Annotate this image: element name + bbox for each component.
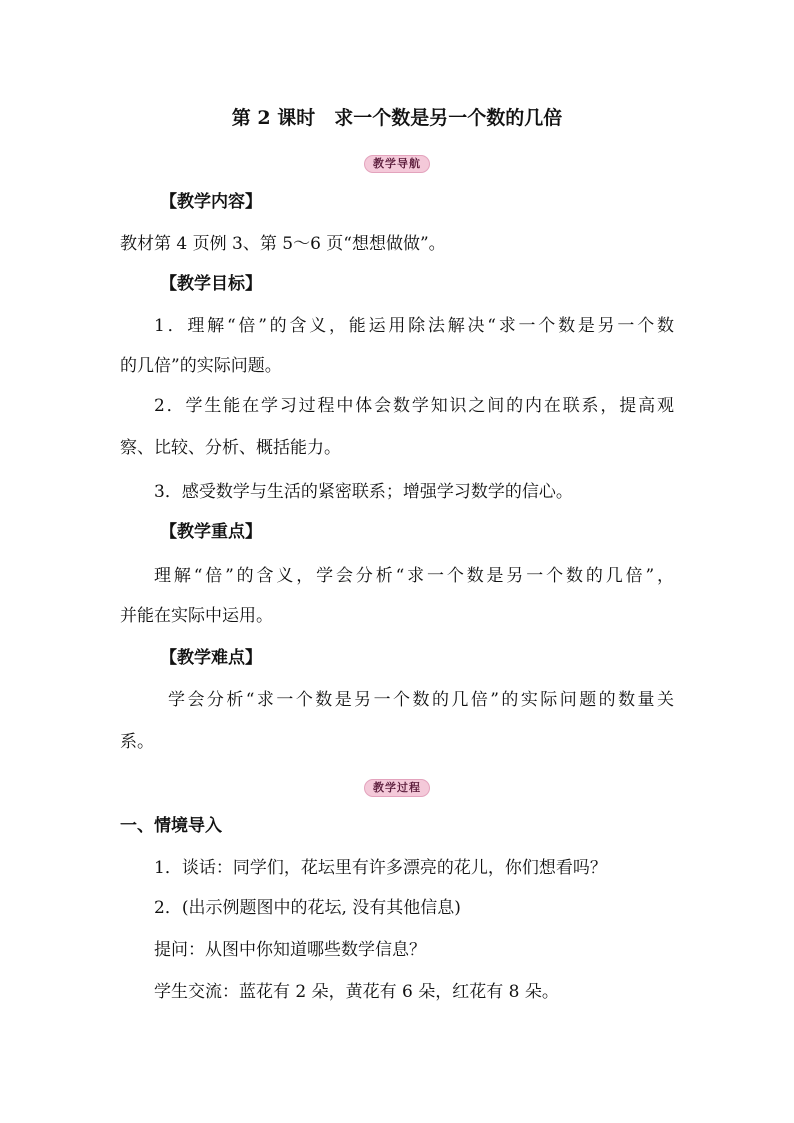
goal3: 3．感受数学与生活的紧密联系；增强学习数学的信心。 bbox=[154, 482, 573, 502]
teaching-nav-badge: 教学导航 bbox=[364, 155, 430, 173]
goal1-line2: 的几倍”的实际问题。 bbox=[120, 356, 282, 376]
key-line1: 理解“倍”的含义，学会分析“求一个数是另一个数的几倍”， bbox=[154, 566, 674, 586]
process-heading: 一、情境导入 bbox=[120, 816, 222, 836]
key-line2: 并能在实际中运用。 bbox=[120, 606, 273, 626]
difficult-heading: 【教学难点】 bbox=[160, 648, 262, 668]
page-title: 第 2 课时 求一个数是另一个数的几倍 bbox=[231, 107, 563, 129]
process-item-4: 学生交流：蓝花有 2 朵，黄花有 6 朵，红花有 8 朵。 bbox=[154, 982, 559, 1002]
goals-heading: 【教学目标】 bbox=[160, 274, 262, 294]
process-item-2: 2．(出示例题图中的花坛, 没有其他信息) bbox=[154, 898, 461, 918]
goal1-line1: 1．理解“倍”的含义，能运用除法解决“求一个数是另一个数 bbox=[154, 316, 674, 336]
process-item-1: 1．谈话：同学们，花坛里有许多漂亮的花儿，你们想看吗？ bbox=[154, 858, 607, 878]
teaching-nav-badge-wrap bbox=[0, 152, 794, 173]
key-heading: 【教学重点】 bbox=[160, 522, 262, 542]
goal2-line2: 察、比较、分析、概括能力。 bbox=[120, 438, 341, 458]
teaching-process-badge: 教学过程 bbox=[364, 779, 430, 797]
difficult-line2: 系。 bbox=[120, 732, 154, 752]
content-heading: 【教学内容】 bbox=[160, 192, 262, 212]
teaching-process-badge-wrap bbox=[0, 776, 794, 797]
content-text: 教材第 4 页例 3、第 5～6 页“想想做做”。 bbox=[120, 234, 446, 254]
goal2-line1: 2．学生能在学习过程中体会数学知识之间的内在联系，提高观 bbox=[154, 396, 674, 416]
process-item-3: 提问：从图中你知道哪些数学信息？ bbox=[154, 940, 426, 960]
difficult-line1: 学会分析“求一个数是另一个数的几倍”的实际问题的数量关 bbox=[168, 690, 674, 710]
